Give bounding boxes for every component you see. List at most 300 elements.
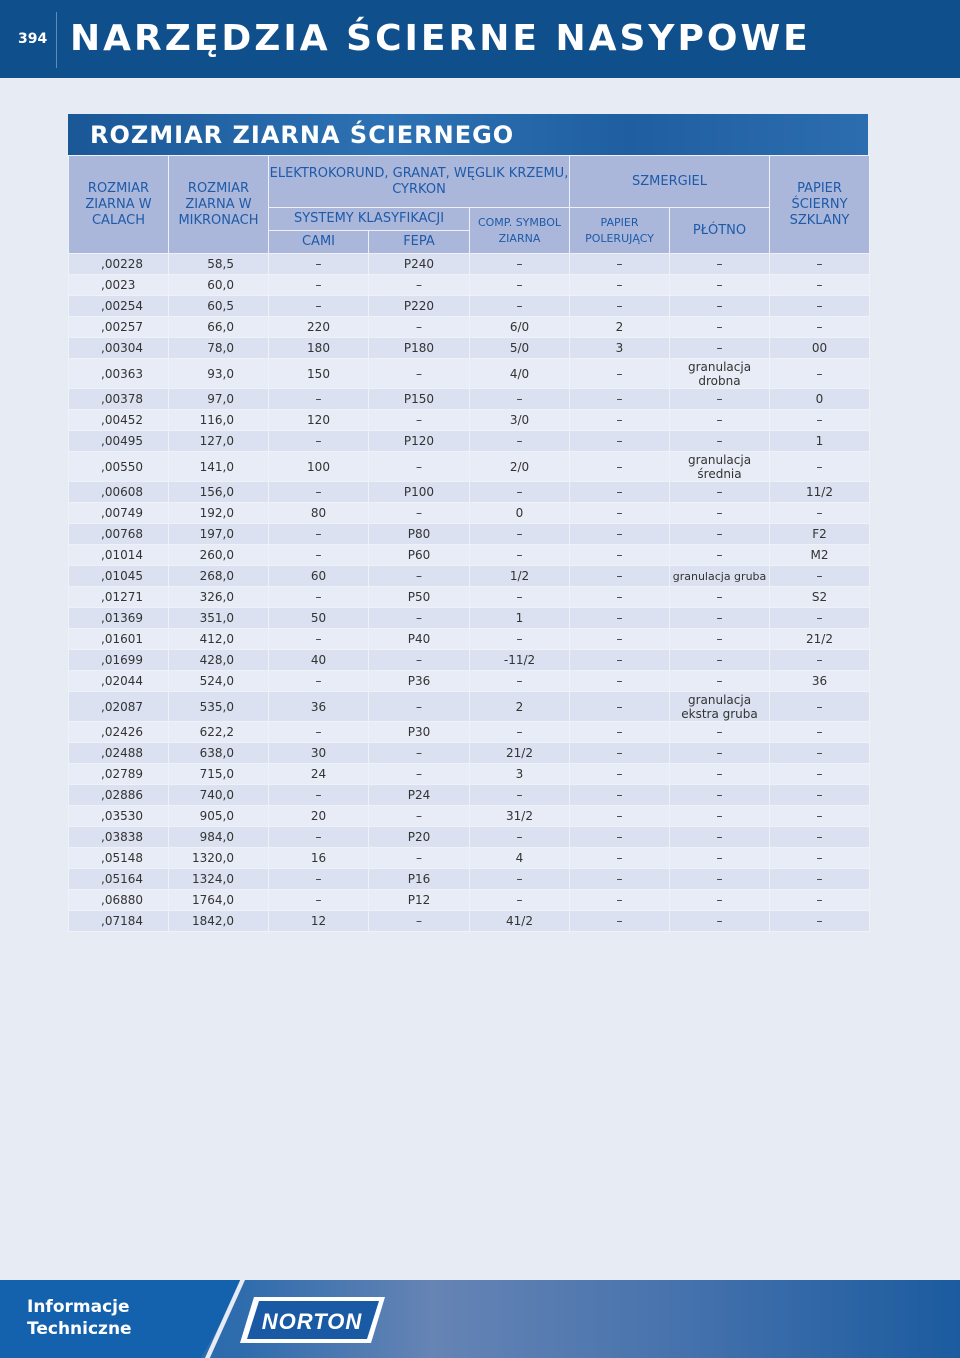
cell-fepa: – bbox=[369, 764, 470, 785]
cell-glass: 00 bbox=[770, 338, 870, 359]
cell-glass: 36 bbox=[770, 671, 870, 692]
cell-cami: – bbox=[269, 629, 369, 650]
cell-micron: 638,0 bbox=[169, 743, 269, 764]
cell-micron: 127,0 bbox=[169, 431, 269, 452]
cell-cloth: – bbox=[670, 722, 770, 743]
cell-fepa: P20 bbox=[369, 827, 470, 848]
cell-cloth: – bbox=[670, 671, 770, 692]
table-row bbox=[69, 566, 870, 587]
cell-fepa: P180 bbox=[369, 338, 470, 359]
cell-cami: – bbox=[269, 275, 369, 296]
cell-cami: – bbox=[269, 587, 369, 608]
cell-glass: – bbox=[770, 254, 870, 275]
cell-inch: ,00228 bbox=[69, 254, 169, 275]
cell-polish: – bbox=[570, 743, 670, 764]
cell-cami: 50 bbox=[269, 608, 369, 629]
cell-cami: – bbox=[269, 890, 369, 911]
cell-comp: -11/2 bbox=[470, 650, 570, 671]
cell-fepa: – bbox=[369, 848, 470, 869]
cell-inch: ,00254 bbox=[69, 296, 169, 317]
cell-cloth: – bbox=[670, 911, 770, 932]
cell-cloth: – bbox=[670, 545, 770, 566]
cell-polish: – bbox=[570, 890, 670, 911]
cell-glass: – bbox=[770, 890, 870, 911]
cell-glass: – bbox=[770, 452, 870, 482]
cell-comp: – bbox=[470, 671, 570, 692]
footer-bar bbox=[0, 1280, 960, 1358]
cell-glass: – bbox=[770, 317, 870, 338]
cell-polish: – bbox=[570, 587, 670, 608]
cell-cloth: – bbox=[670, 848, 770, 869]
cell-cloth: granulacja średnia bbox=[670, 452, 770, 482]
cell-comp: 31/2 bbox=[470, 806, 570, 827]
cell-comp: – bbox=[470, 722, 570, 743]
cell-comp: 2/0 bbox=[470, 452, 570, 482]
cell-cloth: – bbox=[670, 389, 770, 410]
cell-comp: – bbox=[470, 275, 570, 296]
table-row bbox=[69, 317, 870, 338]
header-inch: ROZMIAR ZIARNA W CALACH bbox=[69, 156, 169, 254]
cell-micron: 351,0 bbox=[169, 608, 269, 629]
cell-fepa: P50 bbox=[369, 587, 470, 608]
cell-polish: – bbox=[570, 764, 670, 785]
cell-comp: 0 bbox=[470, 503, 570, 524]
cell-fepa: – bbox=[369, 650, 470, 671]
header-polish: PAPIER POLERUJĄCY bbox=[570, 208, 670, 254]
cell-cami: 220 bbox=[269, 317, 369, 338]
cell-inch: ,02426 bbox=[69, 722, 169, 743]
cell-fepa: P40 bbox=[369, 629, 470, 650]
cell-micron: 715,0 bbox=[169, 764, 269, 785]
cell-inch: ,02044 bbox=[69, 671, 169, 692]
cell-inch: ,00608 bbox=[69, 482, 169, 503]
cell-micron: 412,0 bbox=[169, 629, 269, 650]
table-row bbox=[69, 431, 870, 452]
cell-cami: – bbox=[269, 869, 369, 890]
cell-cloth: – bbox=[670, 482, 770, 503]
cell-inch: ,00495 bbox=[69, 431, 169, 452]
cell-cloth: – bbox=[670, 650, 770, 671]
table-row bbox=[69, 671, 870, 692]
cell-micron: 535,0 bbox=[169, 692, 269, 722]
cell-fepa: P16 bbox=[369, 869, 470, 890]
cell-glass: – bbox=[770, 503, 870, 524]
cell-cloth: granulacja ekstra gruba bbox=[670, 692, 770, 722]
cell-inch: ,05164 bbox=[69, 869, 169, 890]
cell-polish: – bbox=[570, 452, 670, 482]
cell-fepa: – bbox=[369, 566, 470, 587]
cell-micron: 192,0 bbox=[169, 503, 269, 524]
cell-cloth: – bbox=[670, 524, 770, 545]
table-row bbox=[69, 764, 870, 785]
cell-comp: – bbox=[470, 389, 570, 410]
cell-glass: M2 bbox=[770, 545, 870, 566]
cell-cami: – bbox=[269, 254, 369, 275]
cell-glass: 0 bbox=[770, 389, 870, 410]
cell-glass: – bbox=[770, 296, 870, 317]
cell-cloth: – bbox=[670, 431, 770, 452]
table-row bbox=[69, 785, 870, 806]
cell-cami: 80 bbox=[269, 503, 369, 524]
cell-polish: 2 bbox=[570, 317, 670, 338]
cell-polish: – bbox=[570, 671, 670, 692]
header-divider bbox=[56, 12, 57, 68]
cell-micron: 905,0 bbox=[169, 806, 269, 827]
cell-inch: ,03838 bbox=[69, 827, 169, 848]
cell-glass: – bbox=[770, 566, 870, 587]
cell-micron: 984,0 bbox=[169, 827, 269, 848]
table-row bbox=[69, 848, 870, 869]
cell-fepa: – bbox=[369, 410, 470, 431]
table-row bbox=[69, 254, 870, 275]
cell-cami: – bbox=[269, 827, 369, 848]
cell-comp: 1/2 bbox=[470, 566, 570, 587]
cell-polish: – bbox=[570, 482, 670, 503]
cell-polish: – bbox=[570, 359, 670, 389]
cell-comp: – bbox=[470, 890, 570, 911]
cell-fepa: P150 bbox=[369, 389, 470, 410]
cell-micron: 197,0 bbox=[169, 524, 269, 545]
cell-cami: – bbox=[269, 545, 369, 566]
cell-polish: – bbox=[570, 629, 670, 650]
footer-label bbox=[27, 1296, 132, 1340]
table-row bbox=[69, 743, 870, 764]
header-systems: SYSTEMY KLASYFIKACJI bbox=[269, 208, 470, 231]
cell-inch: ,00452 bbox=[69, 410, 169, 431]
cell-polish: – bbox=[570, 431, 670, 452]
table-row bbox=[69, 806, 870, 827]
cell-inch: ,07184 bbox=[69, 911, 169, 932]
cell-micron: 428,0 bbox=[169, 650, 269, 671]
section-title: ROZMIAR ZIARNA ŚCIERNEGO bbox=[90, 121, 515, 149]
cell-polish: – bbox=[570, 827, 670, 848]
cell-glass: – bbox=[770, 848, 870, 869]
table-row bbox=[69, 629, 870, 650]
page-title: NARZĘDZIA ŚCIERNE NASYPOWE bbox=[70, 18, 811, 59]
cell-cami: 150 bbox=[269, 359, 369, 389]
cell-cloth: – bbox=[670, 275, 770, 296]
cell-comp: 2 bbox=[470, 692, 570, 722]
cell-micron: 524,0 bbox=[169, 671, 269, 692]
cell-glass: – bbox=[770, 911, 870, 932]
cell-polish: – bbox=[570, 389, 670, 410]
cell-fepa: – bbox=[369, 275, 470, 296]
cell-micron: 326,0 bbox=[169, 587, 269, 608]
header-emery-group: SZMERGIEL bbox=[570, 156, 770, 208]
cell-comp: – bbox=[470, 524, 570, 545]
cell-cloth: – bbox=[670, 827, 770, 848]
cell-fepa: – bbox=[369, 608, 470, 629]
cell-cloth: – bbox=[670, 890, 770, 911]
table-row bbox=[69, 587, 870, 608]
table-row bbox=[69, 503, 870, 524]
cell-micron: 268,0 bbox=[169, 566, 269, 587]
cell-fepa: – bbox=[369, 692, 470, 722]
cell-polish: – bbox=[570, 785, 670, 806]
cell-cloth: – bbox=[670, 254, 770, 275]
cell-comp: 6/0 bbox=[470, 317, 570, 338]
cell-polish: – bbox=[570, 911, 670, 932]
cell-micron: 58,5 bbox=[169, 254, 269, 275]
cell-polish: – bbox=[570, 869, 670, 890]
cell-inch: ,05148 bbox=[69, 848, 169, 869]
norton-logo bbox=[240, 1295, 385, 1345]
cell-micron: 156,0 bbox=[169, 482, 269, 503]
cell-cloth: granulacja gruba bbox=[670, 566, 770, 587]
cell-micron: 78,0 bbox=[169, 338, 269, 359]
cell-fepa: – bbox=[369, 359, 470, 389]
table-row bbox=[69, 692, 870, 722]
cell-polish: – bbox=[570, 650, 670, 671]
cell-glass: – bbox=[770, 410, 870, 431]
grain-size-table bbox=[68, 155, 870, 932]
cell-cami: – bbox=[269, 524, 369, 545]
cell-glass: – bbox=[770, 764, 870, 785]
table-row bbox=[69, 296, 870, 317]
cell-micron: 93,0 bbox=[169, 359, 269, 389]
cell-fepa: – bbox=[369, 317, 470, 338]
cell-glass: 11/2 bbox=[770, 482, 870, 503]
cell-cloth: – bbox=[670, 608, 770, 629]
cell-inch: ,01271 bbox=[69, 587, 169, 608]
cell-micron: 141,0 bbox=[169, 452, 269, 482]
cell-cami: 24 bbox=[269, 764, 369, 785]
cell-inch: ,01369 bbox=[69, 608, 169, 629]
cell-comp: 4 bbox=[470, 848, 570, 869]
cell-micron: 60,0 bbox=[169, 275, 269, 296]
section-title-bar bbox=[68, 114, 868, 155]
cell-inch: ,02886 bbox=[69, 785, 169, 806]
table-body bbox=[69, 254, 870, 932]
cell-polish: – bbox=[570, 254, 670, 275]
header-micron: ROZMIAR ZIARNA W MIKRONACH bbox=[169, 156, 269, 254]
table-row bbox=[69, 650, 870, 671]
cell-cami: 60 bbox=[269, 566, 369, 587]
cell-micron: 116,0 bbox=[169, 410, 269, 431]
cell-inch: ,00550 bbox=[69, 452, 169, 482]
cell-glass: 1 bbox=[770, 431, 870, 452]
cell-cami: – bbox=[269, 671, 369, 692]
cell-comp: – bbox=[470, 545, 570, 566]
cell-inch: ,00768 bbox=[69, 524, 169, 545]
table-row bbox=[69, 482, 870, 503]
cell-cami: 36 bbox=[269, 692, 369, 722]
cell-inch: ,01601 bbox=[69, 629, 169, 650]
cell-polish: – bbox=[570, 566, 670, 587]
cell-comp: – bbox=[470, 482, 570, 503]
cell-comp: 41/2 bbox=[470, 911, 570, 932]
cell-comp: 1 bbox=[470, 608, 570, 629]
cell-polish: – bbox=[570, 806, 670, 827]
cell-polish: – bbox=[570, 692, 670, 722]
cell-inch: ,00304 bbox=[69, 338, 169, 359]
cell-cloth: – bbox=[670, 338, 770, 359]
cell-fepa: P240 bbox=[369, 254, 470, 275]
cell-glass: – bbox=[770, 869, 870, 890]
cell-cloth: – bbox=[670, 785, 770, 806]
cell-glass: – bbox=[770, 827, 870, 848]
cell-inch: ,00257 bbox=[69, 317, 169, 338]
cell-cloth: – bbox=[670, 503, 770, 524]
cell-glass: – bbox=[770, 359, 870, 389]
cell-cami: 30 bbox=[269, 743, 369, 764]
header-cami: CAMI bbox=[269, 231, 369, 254]
cell-cami: 20 bbox=[269, 806, 369, 827]
cell-cami: – bbox=[269, 296, 369, 317]
cell-inch: ,01699 bbox=[69, 650, 169, 671]
cell-cami: – bbox=[269, 431, 369, 452]
cell-polish: – bbox=[570, 722, 670, 743]
cell-cloth: – bbox=[670, 629, 770, 650]
cell-comp: 5/0 bbox=[470, 338, 570, 359]
cell-polish: – bbox=[570, 524, 670, 545]
table-row bbox=[69, 869, 870, 890]
cell-comp: – bbox=[470, 431, 570, 452]
cell-cami: – bbox=[269, 482, 369, 503]
table-row bbox=[69, 608, 870, 629]
logo-text: NORTON bbox=[261, 1309, 363, 1334]
cell-fepa: P120 bbox=[369, 431, 470, 452]
table-row bbox=[69, 359, 870, 389]
page-number: 394 bbox=[18, 31, 48, 47]
cell-polish: – bbox=[570, 275, 670, 296]
header-glass: PAPIER ŚCIERNY SZKLANY bbox=[770, 156, 870, 254]
cell-cami: 40 bbox=[269, 650, 369, 671]
cell-inch: ,03530 bbox=[69, 806, 169, 827]
cell-comp: 4/0 bbox=[470, 359, 570, 389]
cell-cami: – bbox=[269, 389, 369, 410]
header-fepa: FEPA bbox=[369, 231, 470, 254]
cell-inch: ,02488 bbox=[69, 743, 169, 764]
cell-micron: 1842,0 bbox=[169, 911, 269, 932]
cell-fepa: – bbox=[369, 911, 470, 932]
cell-cloth: – bbox=[670, 317, 770, 338]
cell-inch: ,00378 bbox=[69, 389, 169, 410]
footer-line-1: Informacje bbox=[27, 1297, 130, 1317]
cell-inch: ,01045 bbox=[69, 566, 169, 587]
cell-polish: 3 bbox=[570, 338, 670, 359]
cell-fepa: P80 bbox=[369, 524, 470, 545]
cell-micron: 1324,0 bbox=[169, 869, 269, 890]
cell-fepa: P60 bbox=[369, 545, 470, 566]
cell-glass: – bbox=[770, 722, 870, 743]
cell-polish: – bbox=[570, 296, 670, 317]
header-electro-group: ELEKTROKORUND, GRANAT, WĘGLIK KRZEMU, CYRKON bbox=[269, 156, 570, 208]
cell-glass: F2 bbox=[770, 524, 870, 545]
cell-glass: 21/2 bbox=[770, 629, 870, 650]
cell-fepa: P36 bbox=[369, 671, 470, 692]
cell-micron: 1320,0 bbox=[169, 848, 269, 869]
cell-glass: – bbox=[770, 650, 870, 671]
cell-fepa: – bbox=[369, 452, 470, 482]
cell-fepa: P24 bbox=[369, 785, 470, 806]
cell-glass: S2 bbox=[770, 587, 870, 608]
table-row bbox=[69, 545, 870, 566]
footer-line-2: Techniczne bbox=[27, 1319, 132, 1339]
cell-polish: – bbox=[570, 410, 670, 431]
table-row bbox=[69, 524, 870, 545]
cell-comp: 3 bbox=[470, 764, 570, 785]
cell-cami: – bbox=[269, 785, 369, 806]
table-row bbox=[69, 389, 870, 410]
table-row bbox=[69, 452, 870, 482]
cell-cloth: – bbox=[670, 869, 770, 890]
cell-fepa: P30 bbox=[369, 722, 470, 743]
cell-inch: ,02087 bbox=[69, 692, 169, 722]
top-header-bar bbox=[0, 0, 960, 78]
cell-inch: ,00749 bbox=[69, 503, 169, 524]
cell-glass: – bbox=[770, 785, 870, 806]
table-row bbox=[69, 275, 870, 296]
table-row bbox=[69, 338, 870, 359]
cell-micron: 260,0 bbox=[169, 545, 269, 566]
cell-comp: – bbox=[470, 587, 570, 608]
cell-inch: ,00363 bbox=[69, 359, 169, 389]
cell-comp: – bbox=[470, 869, 570, 890]
cell-cloth: – bbox=[670, 764, 770, 785]
cell-cami: 120 bbox=[269, 410, 369, 431]
table-row bbox=[69, 410, 870, 431]
cell-comp: – bbox=[470, 629, 570, 650]
cell-polish: – bbox=[570, 503, 670, 524]
cell-comp: 3/0 bbox=[470, 410, 570, 431]
cell-fepa: – bbox=[369, 806, 470, 827]
table-row bbox=[69, 722, 870, 743]
cell-polish: – bbox=[570, 608, 670, 629]
header-cloth: PŁÓTNO bbox=[670, 208, 770, 254]
cell-glass: – bbox=[770, 608, 870, 629]
cell-glass: – bbox=[770, 275, 870, 296]
cell-cloth: – bbox=[670, 743, 770, 764]
cell-fepa: – bbox=[369, 743, 470, 764]
cell-cloth: – bbox=[670, 296, 770, 317]
cell-cloth: – bbox=[670, 410, 770, 431]
cell-micron: 1764,0 bbox=[169, 890, 269, 911]
cell-cami: 100 bbox=[269, 452, 369, 482]
cell-fepa: P12 bbox=[369, 890, 470, 911]
cell-polish: – bbox=[570, 545, 670, 566]
cell-micron: 66,0 bbox=[169, 317, 269, 338]
table-row bbox=[69, 827, 870, 848]
cell-cami: – bbox=[269, 722, 369, 743]
cell-fepa: P100 bbox=[369, 482, 470, 503]
cell-comp: – bbox=[470, 254, 570, 275]
cell-micron: 60,5 bbox=[169, 296, 269, 317]
cell-comp: – bbox=[470, 785, 570, 806]
cell-glass: – bbox=[770, 806, 870, 827]
table-row bbox=[69, 911, 870, 932]
cell-cloth: granulacja drobna bbox=[670, 359, 770, 389]
cell-comp: – bbox=[470, 296, 570, 317]
cell-cloth: – bbox=[670, 587, 770, 608]
table-row bbox=[69, 890, 870, 911]
cell-inch: ,01014 bbox=[69, 545, 169, 566]
cell-glass: – bbox=[770, 692, 870, 722]
cell-cloth: – bbox=[670, 806, 770, 827]
cell-micron: 622,2 bbox=[169, 722, 269, 743]
cell-fepa: P220 bbox=[369, 296, 470, 317]
cell-fepa: – bbox=[369, 503, 470, 524]
cell-cami: 16 bbox=[269, 848, 369, 869]
cell-inch: ,06880 bbox=[69, 890, 169, 911]
cell-micron: 740,0 bbox=[169, 785, 269, 806]
header-comp: COMP. SYMBOL ZIARNA bbox=[470, 208, 570, 254]
cell-cami: 180 bbox=[269, 338, 369, 359]
cell-inch: ,02789 bbox=[69, 764, 169, 785]
cell-cami: 12 bbox=[269, 911, 369, 932]
cell-comp: – bbox=[470, 827, 570, 848]
cell-inch: ,0023 bbox=[69, 275, 169, 296]
